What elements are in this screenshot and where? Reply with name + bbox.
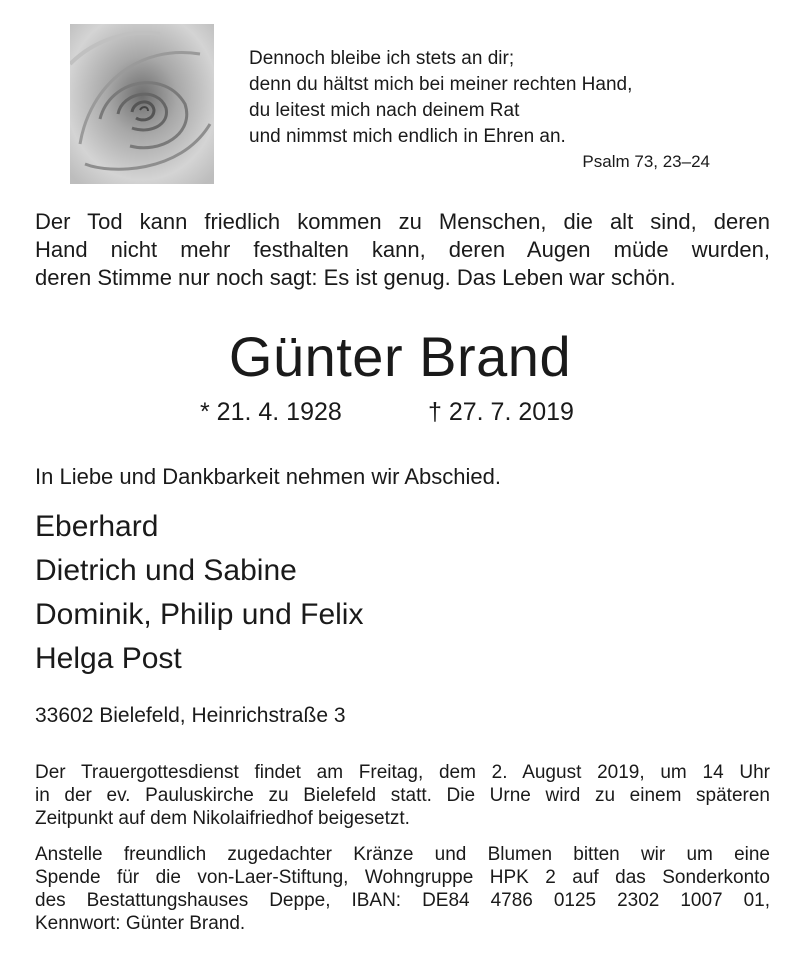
psalm-line: und nimmst mich endlich in Ehren an. <box>249 126 566 147</box>
psalm-line: du leitest mich nach deinem Rat <box>249 100 520 121</box>
service-line: Der Trauergottesdienst findet am Freitag, dem 2. August 2019, um 14 Uhr <box>35 762 770 783</box>
service-line: Zeitpunkt auf dem Nikolaifriedhof beigesetzt. <box>35 808 410 829</box>
donation-info <box>35 843 770 935</box>
poem-line: Hand nicht mehr festhalten kann, deren Augen müde wurden, <box>35 237 770 262</box>
donation-line: Spende für die von-Laer-Stiftung, Wohngruppe HPK 2 auf das Sonderkonto <box>35 867 770 888</box>
rose-icon <box>70 24 214 184</box>
psalm-verse <box>249 46 729 150</box>
donation-line: Kennwort: Günter Brand. <box>35 913 246 934</box>
family-member: Eberhard <box>35 510 159 543</box>
psalm-line: denn du hältst mich bei meiner rechten Hand, <box>249 74 633 95</box>
family-member: Dominik, Philip und Felix <box>35 598 364 631</box>
death-date: † 27. 7. 2019 <box>428 398 574 426</box>
psalm-reference: Psalm 73, 23–24 <box>582 152 710 171</box>
family-member: Helga Post <box>35 642 182 675</box>
poem-line: deren Stimme nur noch sagt: Es ist genug. Das Leben war schön. <box>35 265 676 290</box>
address: 33602 Bielefeld, Heinrichstraße 3 <box>35 704 346 727</box>
rose-photo <box>70 24 214 184</box>
deceased-name: Günter Brand <box>228 325 572 388</box>
donation-line: des Bestattungshauses Deppe, IBAN: DE84 4786 0125 2302 1007 01, <box>35 890 770 911</box>
poem <box>35 208 770 292</box>
family-list <box>35 505 363 681</box>
family-member: Dietrich und Sabine <box>35 554 297 587</box>
psalm-line: Dennoch bleibe ich stets an dir; <box>249 48 515 69</box>
service-line: in der ev. Pauluskirche zu Bielefeld statt. Die Urne wird zu einem späteren <box>35 785 770 806</box>
birth-date: * 21. 4. 1928 <box>200 398 342 426</box>
poem-line: Der Tod kann friedlich kommen zu Menschen, die alt sind, deren <box>35 209 770 234</box>
service-info <box>35 761 770 830</box>
donation-line: Anstelle freundlich zugedachter Kränze und Blumen bitten wir um eine <box>35 844 770 865</box>
farewell-text: In Liebe und Dankbarkeit nehmen wir Abschied. <box>35 464 501 489</box>
